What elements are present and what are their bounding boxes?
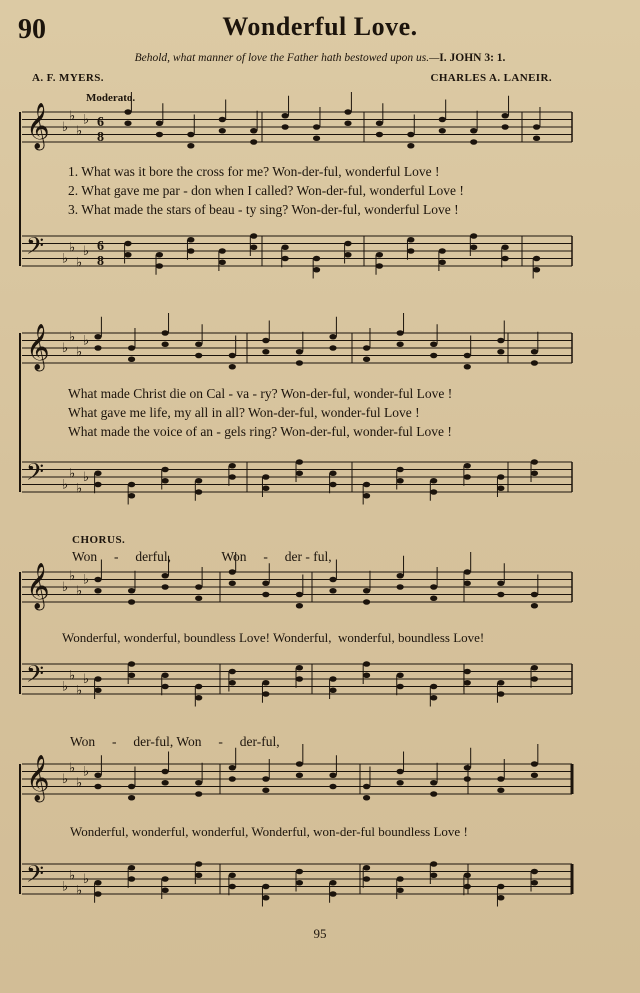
note-head xyxy=(94,676,101,682)
note-head xyxy=(94,772,101,778)
verse-3-line-1: 3. What made the stars of beau - ty sing? Won-der-ful, wonderful Love ! xyxy=(68,202,459,217)
note-head xyxy=(162,684,169,690)
note-head xyxy=(229,580,236,586)
note-head xyxy=(464,872,471,878)
note-head xyxy=(313,124,320,130)
note-head xyxy=(376,132,383,138)
note-head xyxy=(124,241,131,247)
note-head xyxy=(195,584,202,590)
verse-1-line-2: What made Christ die on Cal - va - ry? Won-der-ful, wonder-ful Love ! xyxy=(68,386,453,401)
note-head xyxy=(531,459,538,465)
key-flat: ♭ xyxy=(76,481,83,497)
note-head xyxy=(363,876,370,882)
note-head xyxy=(162,780,169,786)
note-head xyxy=(497,776,504,782)
note-head xyxy=(531,761,538,767)
key-flat: ♭ xyxy=(83,333,90,349)
key-flat: ♭ xyxy=(69,868,76,884)
note-head xyxy=(262,485,269,491)
key-flat: ♭ xyxy=(76,123,83,139)
note-head xyxy=(94,784,101,790)
note-head xyxy=(229,776,236,782)
note-head xyxy=(407,248,414,254)
note-head xyxy=(162,584,169,590)
note-head xyxy=(430,791,437,797)
note-head xyxy=(296,761,303,767)
epigraph-reference: I. JOHN 3: 1. xyxy=(439,52,506,64)
note-head xyxy=(329,687,336,693)
note-head xyxy=(195,695,202,701)
note-head xyxy=(497,580,504,586)
note-head xyxy=(128,356,135,362)
note-head xyxy=(430,872,437,878)
note-head xyxy=(329,880,336,886)
note-head xyxy=(344,120,351,126)
note-head xyxy=(363,588,370,594)
note-head xyxy=(195,489,202,495)
note-head xyxy=(128,599,135,605)
note-head xyxy=(329,784,336,790)
note-head xyxy=(296,869,303,875)
note-head xyxy=(397,876,404,882)
key-flat: ♭ xyxy=(76,775,83,791)
verse-2-line-2: What gave me life, my all in all? Won-der-ful, wonder-ful Love ! xyxy=(68,405,420,420)
key-flat: ♭ xyxy=(83,872,90,887)
note-head xyxy=(296,459,303,465)
note-head xyxy=(195,478,202,484)
note-head xyxy=(162,330,169,336)
key-flat: ♭ xyxy=(62,580,69,595)
note-head xyxy=(531,676,538,682)
key-flat: ♭ xyxy=(83,572,90,588)
note-head xyxy=(430,353,437,359)
note-head xyxy=(464,364,471,370)
note-head xyxy=(262,474,269,480)
key-flat: ♭ xyxy=(69,668,76,684)
note-head xyxy=(363,356,370,362)
note-head xyxy=(162,887,169,893)
bass-clef: 𝄢 xyxy=(26,860,45,893)
note-head xyxy=(282,124,289,130)
key-flat: ♭ xyxy=(83,112,90,128)
key-flat: ♭ xyxy=(76,344,83,360)
key-flat: ♭ xyxy=(76,255,83,271)
note-head xyxy=(219,117,226,123)
note-head xyxy=(162,876,169,882)
note-head xyxy=(128,784,135,790)
note-head xyxy=(94,482,101,488)
note-head xyxy=(124,120,131,126)
key-flat: ♭ xyxy=(62,772,69,787)
epigraph xyxy=(0,52,640,64)
chorus-lower-lyric-1: Wonderful, wonderful, boundless Love! Wonderful, wonderful, boundless Love! xyxy=(62,630,485,645)
treble-clef: 𝄞 xyxy=(26,755,50,801)
note-head xyxy=(363,795,370,801)
note-head xyxy=(187,248,194,254)
note-head xyxy=(363,672,370,678)
time-signature: 6 xyxy=(97,239,104,254)
note-head xyxy=(262,895,269,901)
note-head xyxy=(128,795,135,801)
note-head xyxy=(128,588,135,594)
note-head xyxy=(262,592,269,598)
note-head xyxy=(124,109,131,115)
note-head xyxy=(229,872,236,878)
note-head xyxy=(329,577,336,583)
note-head xyxy=(250,233,257,239)
note-head xyxy=(187,132,194,138)
note-head xyxy=(162,573,169,579)
treble-clef: 𝄞 xyxy=(26,563,50,609)
note-head xyxy=(195,861,202,867)
note-head xyxy=(397,584,404,590)
note-head xyxy=(497,485,504,491)
note-head xyxy=(229,884,236,890)
note-head xyxy=(397,478,404,484)
note-head xyxy=(376,120,383,126)
note-head xyxy=(187,237,194,243)
note-head xyxy=(497,787,504,793)
note-head xyxy=(439,117,446,123)
note-head xyxy=(229,669,236,675)
note-head xyxy=(124,252,131,258)
note-head xyxy=(464,353,471,359)
note-head xyxy=(439,259,446,265)
note-head xyxy=(229,474,236,480)
note-head xyxy=(219,248,226,254)
note-head xyxy=(363,599,370,605)
note-head xyxy=(229,353,236,359)
note-head xyxy=(430,584,437,590)
note-head xyxy=(313,256,320,262)
note-head xyxy=(363,493,370,499)
note-head xyxy=(162,769,169,775)
key-flat: ♭ xyxy=(62,341,69,356)
note-head xyxy=(397,887,404,893)
bass-clef: 𝄢 xyxy=(26,660,45,693)
note-head xyxy=(397,341,404,347)
note-head xyxy=(195,353,202,359)
note-head xyxy=(262,884,269,890)
chorus-upper-lyric-2: Won - der-ful, Won - der-ful, xyxy=(70,734,280,749)
note-head xyxy=(195,684,202,690)
key-flat: ♭ xyxy=(76,683,83,699)
note-head xyxy=(397,769,404,775)
key-flat: ♭ xyxy=(62,679,69,695)
verse-1-line-1: 1. What was it bore the cross for me? Won-der-ful, wonderful Love ! xyxy=(68,164,440,179)
time-signature: 8 xyxy=(97,254,104,269)
note-head xyxy=(344,252,351,258)
note-head xyxy=(531,470,538,476)
note-head xyxy=(344,241,351,247)
chorus-label: CHORUS. xyxy=(72,534,126,546)
note-head xyxy=(94,588,101,594)
page-number: 95 xyxy=(313,926,327,941)
note-head xyxy=(502,124,509,130)
note-head xyxy=(162,341,169,347)
note-head xyxy=(464,776,471,782)
note-head xyxy=(329,334,336,340)
note-head xyxy=(397,780,404,786)
time-signature: 6 xyxy=(97,115,104,130)
note-head xyxy=(363,482,370,488)
key-flat: ♭ xyxy=(69,760,76,776)
note-head xyxy=(296,665,303,671)
note-head xyxy=(407,132,414,138)
verse-3-line-2: What made the voice of an - gels ring? Won-der-ful, wonder-ful Love ! xyxy=(68,424,452,439)
note-head xyxy=(497,338,504,344)
treble-clef: 𝄞 xyxy=(26,103,50,149)
note-head xyxy=(531,592,538,598)
note-head xyxy=(229,364,236,370)
note-head xyxy=(533,124,540,130)
note-head xyxy=(533,135,540,141)
note-head xyxy=(497,884,504,890)
note-head xyxy=(250,128,257,134)
note-head xyxy=(128,482,135,488)
note-head xyxy=(439,248,446,254)
note-head xyxy=(156,132,163,138)
note-head xyxy=(363,865,370,871)
key-flat: ♭ xyxy=(76,583,83,599)
note-head xyxy=(313,267,320,273)
note-head xyxy=(313,135,320,141)
bass-clef: 𝄢 xyxy=(26,232,45,265)
note-head xyxy=(363,784,370,790)
key-flat: ♭ xyxy=(69,108,76,124)
note-head xyxy=(531,869,538,875)
note-head xyxy=(407,143,414,149)
note-head xyxy=(502,256,509,262)
note-head xyxy=(329,470,336,476)
note-head xyxy=(376,252,383,258)
note-head xyxy=(187,143,194,149)
note-head xyxy=(128,493,135,499)
note-head xyxy=(219,128,226,134)
note-head xyxy=(262,691,269,697)
note-head xyxy=(156,120,163,126)
note-head xyxy=(296,349,303,355)
note-head xyxy=(407,237,414,243)
note-head xyxy=(94,891,101,897)
note-head xyxy=(502,244,509,250)
key-flat: ♭ xyxy=(69,329,76,345)
epigraph-text: Behold, what manner of love the Father hath bestowed upon us.— xyxy=(134,52,440,64)
note-head xyxy=(430,780,437,786)
key-flat: ♭ xyxy=(76,883,83,899)
note-head xyxy=(470,128,477,134)
note-head xyxy=(282,113,289,119)
key-flat: ♭ xyxy=(62,120,69,135)
bass-clef: 𝄢 xyxy=(26,458,45,491)
note-head xyxy=(470,244,477,250)
note-head xyxy=(531,349,538,355)
note-head xyxy=(229,463,236,469)
note-head xyxy=(497,691,504,697)
hymn-number: 90 xyxy=(18,14,46,45)
note-head xyxy=(430,684,437,690)
chorus-lower-lyric-2: Wonderful, wonderful, wonderful, Wonderful, won-der-ful boundless Love ! xyxy=(70,824,468,839)
treble-clef: 𝄞 xyxy=(26,324,50,370)
note-head xyxy=(329,588,336,594)
note-head xyxy=(94,345,101,351)
note-head xyxy=(464,765,471,771)
note-head xyxy=(430,478,437,484)
note-head xyxy=(464,463,471,469)
note-head xyxy=(470,139,477,145)
note-head xyxy=(262,580,269,586)
note-head xyxy=(229,569,236,575)
note-head xyxy=(94,577,101,583)
key-flat: ♭ xyxy=(83,764,90,780)
note-head xyxy=(397,573,404,579)
note-head xyxy=(296,360,303,366)
note-head xyxy=(296,772,303,778)
note-head xyxy=(262,338,269,344)
key-flat: ♭ xyxy=(83,470,90,485)
note-head xyxy=(250,244,257,250)
tempo-marking: Moderato. xyxy=(86,92,136,104)
note-head xyxy=(533,267,540,273)
note-head xyxy=(363,345,370,351)
verse-2-line-1: 2. What gave me par - don when I called? Won-der-ful, wonderful Love ! xyxy=(68,183,464,198)
note-head xyxy=(531,665,538,671)
note-head xyxy=(262,776,269,782)
note-head xyxy=(282,244,289,250)
note-head xyxy=(128,345,135,351)
note-head xyxy=(531,772,538,778)
chorus-upper-lyric-1: Won - derful, Won - der - ful, xyxy=(72,549,332,564)
note-head xyxy=(94,687,101,693)
note-head xyxy=(329,345,336,351)
note-head xyxy=(262,680,269,686)
note-head xyxy=(195,595,202,601)
note-head xyxy=(195,872,202,878)
note-head xyxy=(533,256,540,262)
note-head xyxy=(128,865,135,871)
key-flat: ♭ xyxy=(69,466,76,482)
note-head xyxy=(94,334,101,340)
note-head xyxy=(229,765,236,771)
time-signature: 8 xyxy=(97,130,104,145)
note-head xyxy=(531,603,538,609)
note-head xyxy=(296,592,303,598)
note-head xyxy=(128,672,135,678)
note-head xyxy=(296,603,303,609)
hymn-title: Wonderful Love. xyxy=(222,12,418,41)
note-head xyxy=(94,470,101,476)
note-head xyxy=(296,880,303,886)
note-head xyxy=(329,891,336,897)
note-head xyxy=(363,661,370,667)
note-head xyxy=(497,592,504,598)
note-head xyxy=(531,360,538,366)
key-flat: ♭ xyxy=(69,568,76,584)
note-head xyxy=(439,128,446,134)
note-head xyxy=(262,787,269,793)
note-head xyxy=(430,341,437,347)
key-flat: ♭ xyxy=(83,244,90,259)
note-head xyxy=(430,695,437,701)
author-credit: CHARLES A. LANEIR. xyxy=(430,72,552,84)
note-head xyxy=(464,680,471,686)
key-flat: ♭ xyxy=(62,251,69,267)
note-head xyxy=(497,895,504,901)
note-head xyxy=(329,482,336,488)
note-head xyxy=(195,791,202,797)
key-flat: ♭ xyxy=(69,240,76,256)
note-head xyxy=(195,780,202,786)
note-head xyxy=(296,470,303,476)
key-flat: ♭ xyxy=(62,879,69,895)
note-head xyxy=(195,341,202,347)
note-head xyxy=(162,467,169,473)
key-flat: ♭ xyxy=(83,672,90,687)
note-head xyxy=(430,595,437,601)
note-head xyxy=(464,580,471,586)
note-head xyxy=(156,252,163,258)
note-head xyxy=(296,676,303,682)
note-head xyxy=(497,349,504,355)
note-head xyxy=(430,489,437,495)
note-head xyxy=(94,880,101,886)
note-head xyxy=(162,478,169,484)
note-head xyxy=(156,263,163,269)
note-head xyxy=(470,233,477,239)
note-head xyxy=(397,467,404,473)
note-head xyxy=(128,876,135,882)
note-head xyxy=(250,139,257,145)
note-head xyxy=(376,263,383,269)
note-head xyxy=(128,661,135,667)
note-head xyxy=(329,676,336,682)
note-head xyxy=(464,884,471,890)
note-head xyxy=(282,256,289,262)
note-head xyxy=(397,330,404,336)
note-head xyxy=(502,113,509,119)
note-head xyxy=(344,109,351,115)
note-head xyxy=(430,861,437,867)
note-head xyxy=(397,684,404,690)
note-head xyxy=(329,772,336,778)
note-head xyxy=(497,680,504,686)
composer-credit: A. F. MYERS. xyxy=(32,72,104,84)
note-head xyxy=(229,680,236,686)
note-head xyxy=(262,349,269,355)
note-head xyxy=(464,669,471,675)
note-head xyxy=(531,880,538,886)
note-head xyxy=(464,474,471,480)
note-head xyxy=(397,672,404,678)
note-head xyxy=(162,672,169,678)
note-head xyxy=(497,474,504,480)
key-flat: ♭ xyxy=(62,477,69,493)
note-head xyxy=(464,569,471,575)
note-head xyxy=(219,259,226,265)
